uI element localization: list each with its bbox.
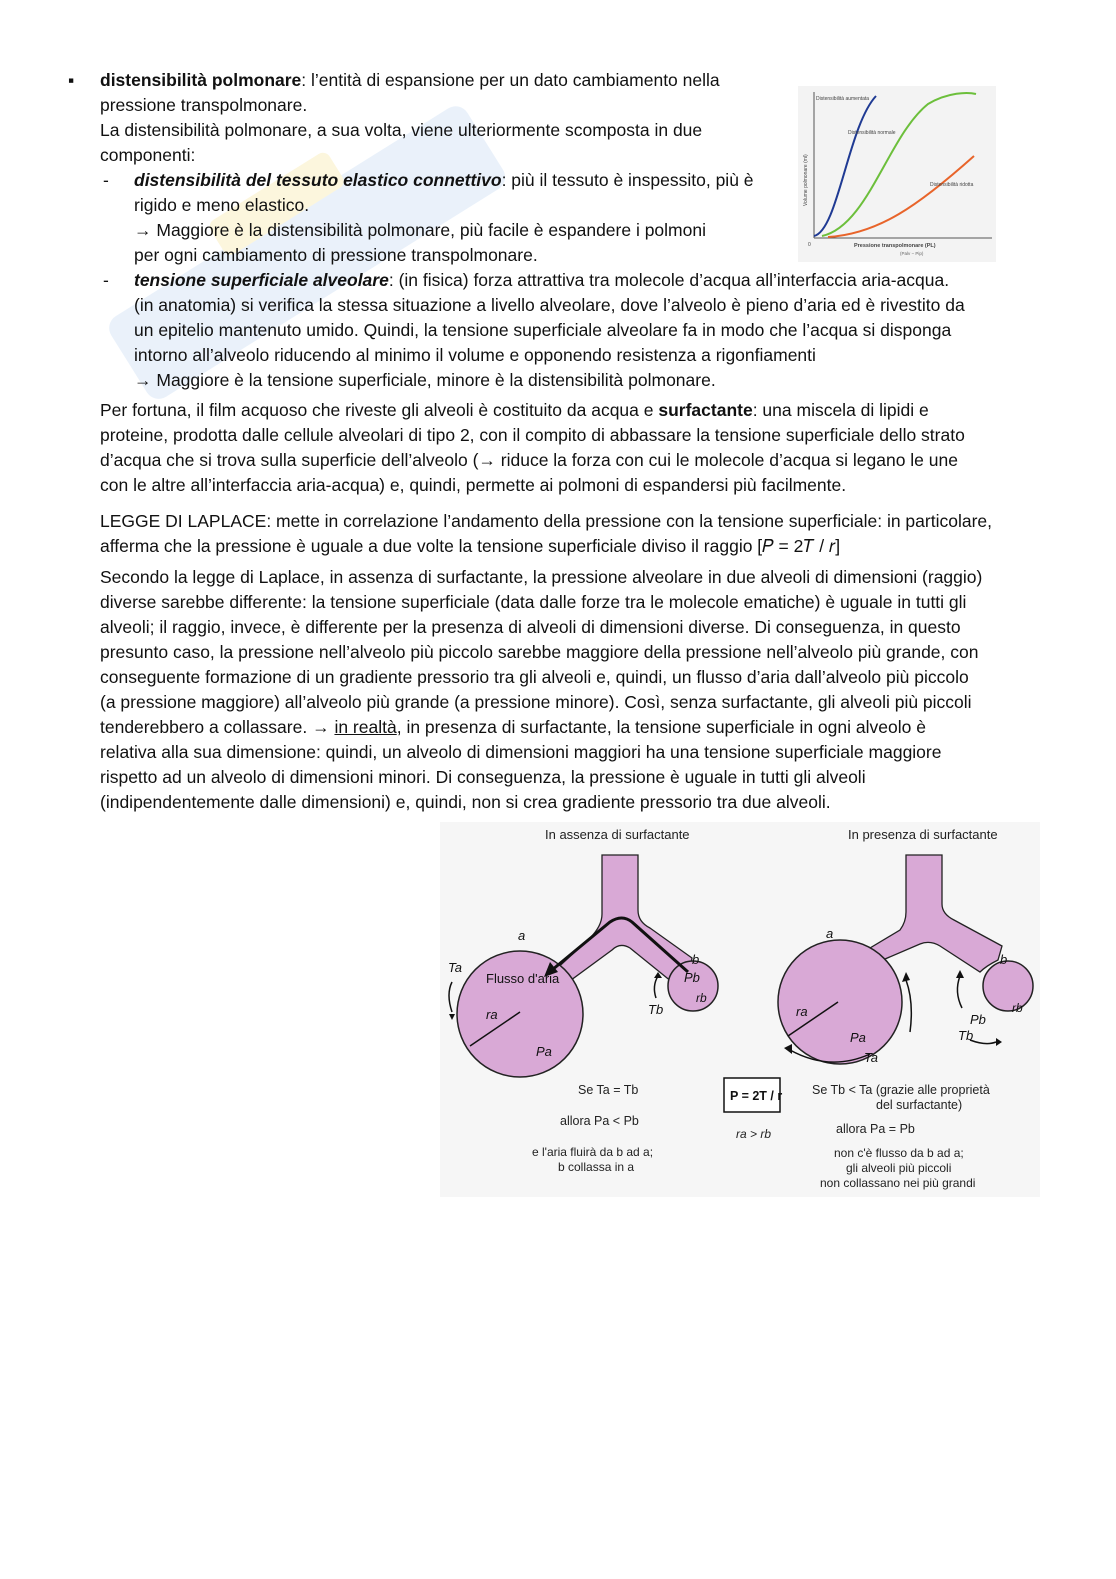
ra-label-right: ra <box>796 1004 808 1019</box>
tb-label-right: Tb <box>958 1028 974 1043</box>
x-axis-sublabel: (Palv − Pip) <box>900 251 924 256</box>
rb-label-right: rb <box>1012 1001 1023 1015</box>
alveoli-laplace-figure <box>440 822 1040 1197</box>
in-realta-underlined: in realtà <box>334 717 397 737</box>
left-caption-2: allora Pa < Pb <box>560 1114 639 1128</box>
intro-line1: La distensibilità polmonare, a sua volta, viene ulteriormente scomposta in due <box>100 120 703 140</box>
left-caption-4: b collassa in a <box>558 1160 635 1174</box>
sub1-dash: - <box>103 170 109 190</box>
pa-label-right: Pa <box>850 1030 866 1045</box>
laplace-para-line1: Secondo la legge di Laplace, in assenza di surfactante, la pressione alveolare in due alveoli di dimensioni (raggio) <box>100 567 983 587</box>
sub1-line2: rigido e meno elastico. <box>134 195 310 215</box>
alveolus-b-left <box>668 961 718 1011</box>
surfactant-line4: con le altre all’interfaccia aria-acqua) e, quindi, permette ai polmoni di espandersi più facilmente. <box>100 475 847 495</box>
left-caption-3: e l'aria fluirà da b ad a; <box>532 1145 654 1159</box>
sub2-line5: → Maggiore è la tensione superficiale, minore è la distensibilità polmonare. <box>134 370 716 390</box>
surfactant-line3: d’acqua che si trova sulla superficie dell’alveolo (→ riduce la forza con cui le molecole d’acqua si legano le une <box>100 450 958 470</box>
tb-label-left: Tb <box>648 1002 664 1017</box>
a-label-left: a <box>518 928 526 943</box>
flow-label: Flusso d'aria <box>486 971 560 986</box>
label-normal: Distensibilità normale <box>848 130 896 136</box>
laplace-para-line5: conseguente formazione di un gradiente pressorio tra gli alveoli e, quindi, un flusso d’aria dall’alveolo più piccolo <box>100 667 969 687</box>
laplace-para-line6: (a pressione maggiore) all’alveolo più grande (a pressione minore). Così, senza surfactante, gli alveoli più piccoli <box>100 692 972 712</box>
ra-label-left: ra <box>486 1007 498 1022</box>
surfactant-line1 <box>100 398 929 423</box>
rb-label-left: rb <box>696 991 707 1005</box>
right-caption-1b: del surfactante) <box>876 1098 963 1112</box>
title-with-surfactant: In presenza di surfactante <box>848 827 998 842</box>
b-label-left: b <box>692 952 700 967</box>
laplace-para-line8: relativa alla sua dimensione: quindi, un alveolo di dimensioni maggiori ha una tensione superficiale maggiore <box>100 742 942 762</box>
laplace-line2: afferma che la pressione è uguale a due volte la tensione superficiale diviso il raggio [𝑃 = 2𝑇 / 𝑟] <box>100 536 841 556</box>
alveolus-a-right <box>778 940 902 1064</box>
origin-label: 0 <box>808 242 811 248</box>
laplace-line1: LEGGE DI LAPLACE: mette in correlazione l’andamento della pressione con la tensione superficiale: in particolare, <box>100 511 993 531</box>
l7-post: , in presenza di surfactante, la tensione superficiale in ogni alveolo è <box>396 717 926 737</box>
laplace-para-line4: presunto caso, la pressione nell’alveolo più piccolo sarebbe maggiore della pressione nell’alveolo più grande, con <box>100 642 979 662</box>
label-reduced: Distensibilità ridotta <box>930 182 974 188</box>
alveolus-b-right <box>983 961 1033 1011</box>
pb-label-left: Pb <box>684 970 700 985</box>
left-caption-1: Se Ta = Tb <box>578 1083 639 1097</box>
ta-label-left: Ta <box>448 960 462 975</box>
x-axis-label: Pressione transpolmonare (PL) <box>854 243 936 249</box>
intro-line2: componenti: <box>100 145 196 165</box>
bullet-distensibilita-line2: pressione transpolmonare. <box>100 95 308 115</box>
bullet-distensibilita-line1 <box>100 68 780 93</box>
formula-caption: ra > rb <box>736 1127 772 1141</box>
sub2-line3: un epitelio mantenuto umido. Quindi, la tensione superficiale alveolare fa in modo che l’acqua si disponga <box>134 320 952 340</box>
laplace-para-line10: (indipendentemente dalle dimensioni) e, quindi, non si crea gradiente pressorio tra due alveoli. <box>100 792 831 812</box>
right-caption-1: Se Tb < Ta (grazie alle proprietà <box>812 1083 990 1097</box>
term-tensione-superficiale: tensione superficiale alveolare <box>134 270 389 290</box>
l7-pre: tenderebbero a collassare. → <box>100 717 335 737</box>
sub2-line1 <box>134 268 949 293</box>
pa-label-left: Pa <box>536 1044 552 1059</box>
sub2-line2: (in anatomia) si verifica la stessa situazione a livello alveolare, dove l’alveolo è pieno d’aria ed è rivestito da <box>134 295 965 315</box>
def-text: : l’entità di espansione per un dato cambiamento nella <box>301 70 720 90</box>
right-caption-5: non collassano nei più grandi <box>820 1176 976 1190</box>
b-label-right: b <box>1000 952 1008 967</box>
right-caption-4: gli alveoli più piccoli <box>846 1161 952 1175</box>
term-tessuto-elastico: distensibilità del tessuto elastico connettivo <box>134 170 502 190</box>
y-axis-label: Volume polmonare (ml) <box>803 154 809 206</box>
surf-l1-post: : una miscela di lipidi e <box>752 400 929 420</box>
sub1-arrow-line1: → Maggiore è la distensibilità polmonare, più facile è espandere i polmoni <box>134 220 706 240</box>
term-distensibilita-polmonare: distensibilità polmonare <box>100 70 302 90</box>
formula-text: P = 2T / r <box>730 1089 783 1103</box>
sub1-arrow-line2: per ogni cambiamento di pressione transpolmonare. <box>134 245 538 265</box>
surf-l1-pre: Per fortuna, il film acquoso che riveste gli alveoli è costituito da acqua e <box>100 400 659 420</box>
sub1-line1 <box>134 168 754 193</box>
bullet-marker: ▪ <box>68 70 75 90</box>
laplace-para-line3: alveoli; il raggio, invece, è differente per la presenza di alveoli di dimensioni diverse. Di conseguenza, in questo <box>100 617 961 637</box>
right-caption-2: allora Pa = Pb <box>836 1122 915 1136</box>
laplace-para-line9: rispetto ad un alveolo di dimensioni minori. Di conseguenza, la pressione è uguale in tutti gli alveoli <box>100 767 866 787</box>
sub2-line1-rest: : (in fisica) forza attrattiva tra molecole d’acqua all’interfaccia aria-acqua. <box>388 270 950 290</box>
surfactant-line2: proteine, prodotta dalle cellule alveolari di tipo 2, con il compito di abbassare la tensione superficiale dello strato <box>100 425 965 445</box>
title-without-surfactant: In assenza di surfactante <box>545 827 690 842</box>
alveolus-a-left <box>457 951 583 1077</box>
sub2-line4: intorno all’alveolo riducendo al minimo il volume e opponendo resistenza a rigonfiamenti <box>134 345 816 365</box>
sub1-line1-rest: : più il tessuto è inspessito, più è <box>501 170 754 190</box>
figure-background <box>798 86 996 262</box>
compliance-curves-figure <box>798 86 996 262</box>
label-increased: Distensibilità aumentata <box>816 96 870 102</box>
sub2-dash: - <box>103 270 109 290</box>
a-label-right: a <box>826 926 834 941</box>
right-caption-3: non c'è flusso da b ad a; <box>834 1146 964 1160</box>
laplace-para-line2: diverse sarebbe differente: la tensione superficiale (data dalle forze tra le molecole ematiche) è uguale in tutti gli <box>100 592 967 612</box>
laplace-para-line7 <box>100 715 926 740</box>
pb-label-right: Pb <box>970 1012 986 1027</box>
ta-label-right: Ta <box>864 1050 878 1065</box>
term-surfactante: surfactante <box>658 400 753 420</box>
